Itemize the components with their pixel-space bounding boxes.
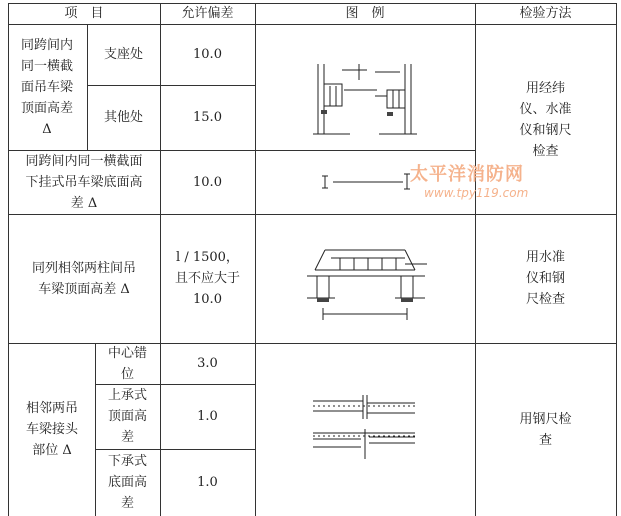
row2-tolerance: 10.0 xyxy=(193,174,222,190)
header-diagram: 图 例 xyxy=(345,6,385,21)
row2-item: 同跨间内同一横截面下挂式吊车梁底面高差 Δ xyxy=(25,153,143,211)
row3-tolerance: l / 1500，且不应大于 10.0 xyxy=(174,250,240,307)
row4c-subitem: 下承式底面高差 xyxy=(107,454,147,511)
header-item: 项 目 xyxy=(64,6,104,21)
row4-item: 相邻两吊车梁接头部位 Δ xyxy=(25,401,78,458)
row4a-tolerance: 3.0 xyxy=(197,356,218,371)
header-tolerance: 允许偏差 xyxy=(181,6,234,21)
row4-diagram xyxy=(255,343,475,516)
row4b-subitem: 上承式顶面高差 xyxy=(107,388,147,445)
row3-item: 同列相邻两柱间吊车梁顶面高差 Δ xyxy=(31,260,136,297)
table-border-right xyxy=(616,3,617,516)
row1b-subitem: 其他处 xyxy=(103,110,143,125)
row3-diagram xyxy=(255,214,475,343)
row4c-tolerance: 1.0 xyxy=(197,475,218,490)
row1-2-method: 用经纬仪、水准仪和钢尺检查 xyxy=(519,81,572,159)
watermark-brand: 太平洋消防网 xyxy=(410,164,524,185)
row1a-tolerance: 10.0 xyxy=(193,47,222,62)
row4-method: 用钢尺检查 xyxy=(519,411,572,448)
row1b-tolerance: 15.0 xyxy=(193,110,222,125)
row4b-tolerance: 1.0 xyxy=(197,409,218,424)
row1a-subitem: 支座处 xyxy=(103,47,143,62)
row1-diagram xyxy=(255,24,475,150)
row1-item: 同跨间内同一横截面吊车梁顶面高差 Δ xyxy=(20,37,73,137)
watermark-url: www.tpy119.com xyxy=(424,186,529,200)
header-method: 检验方法 xyxy=(519,6,572,21)
row3-method: 用水准仪和钢尺检查 xyxy=(525,250,565,307)
table-border-left xyxy=(8,3,9,516)
row4a-subitem: 中心错位 xyxy=(107,345,147,382)
